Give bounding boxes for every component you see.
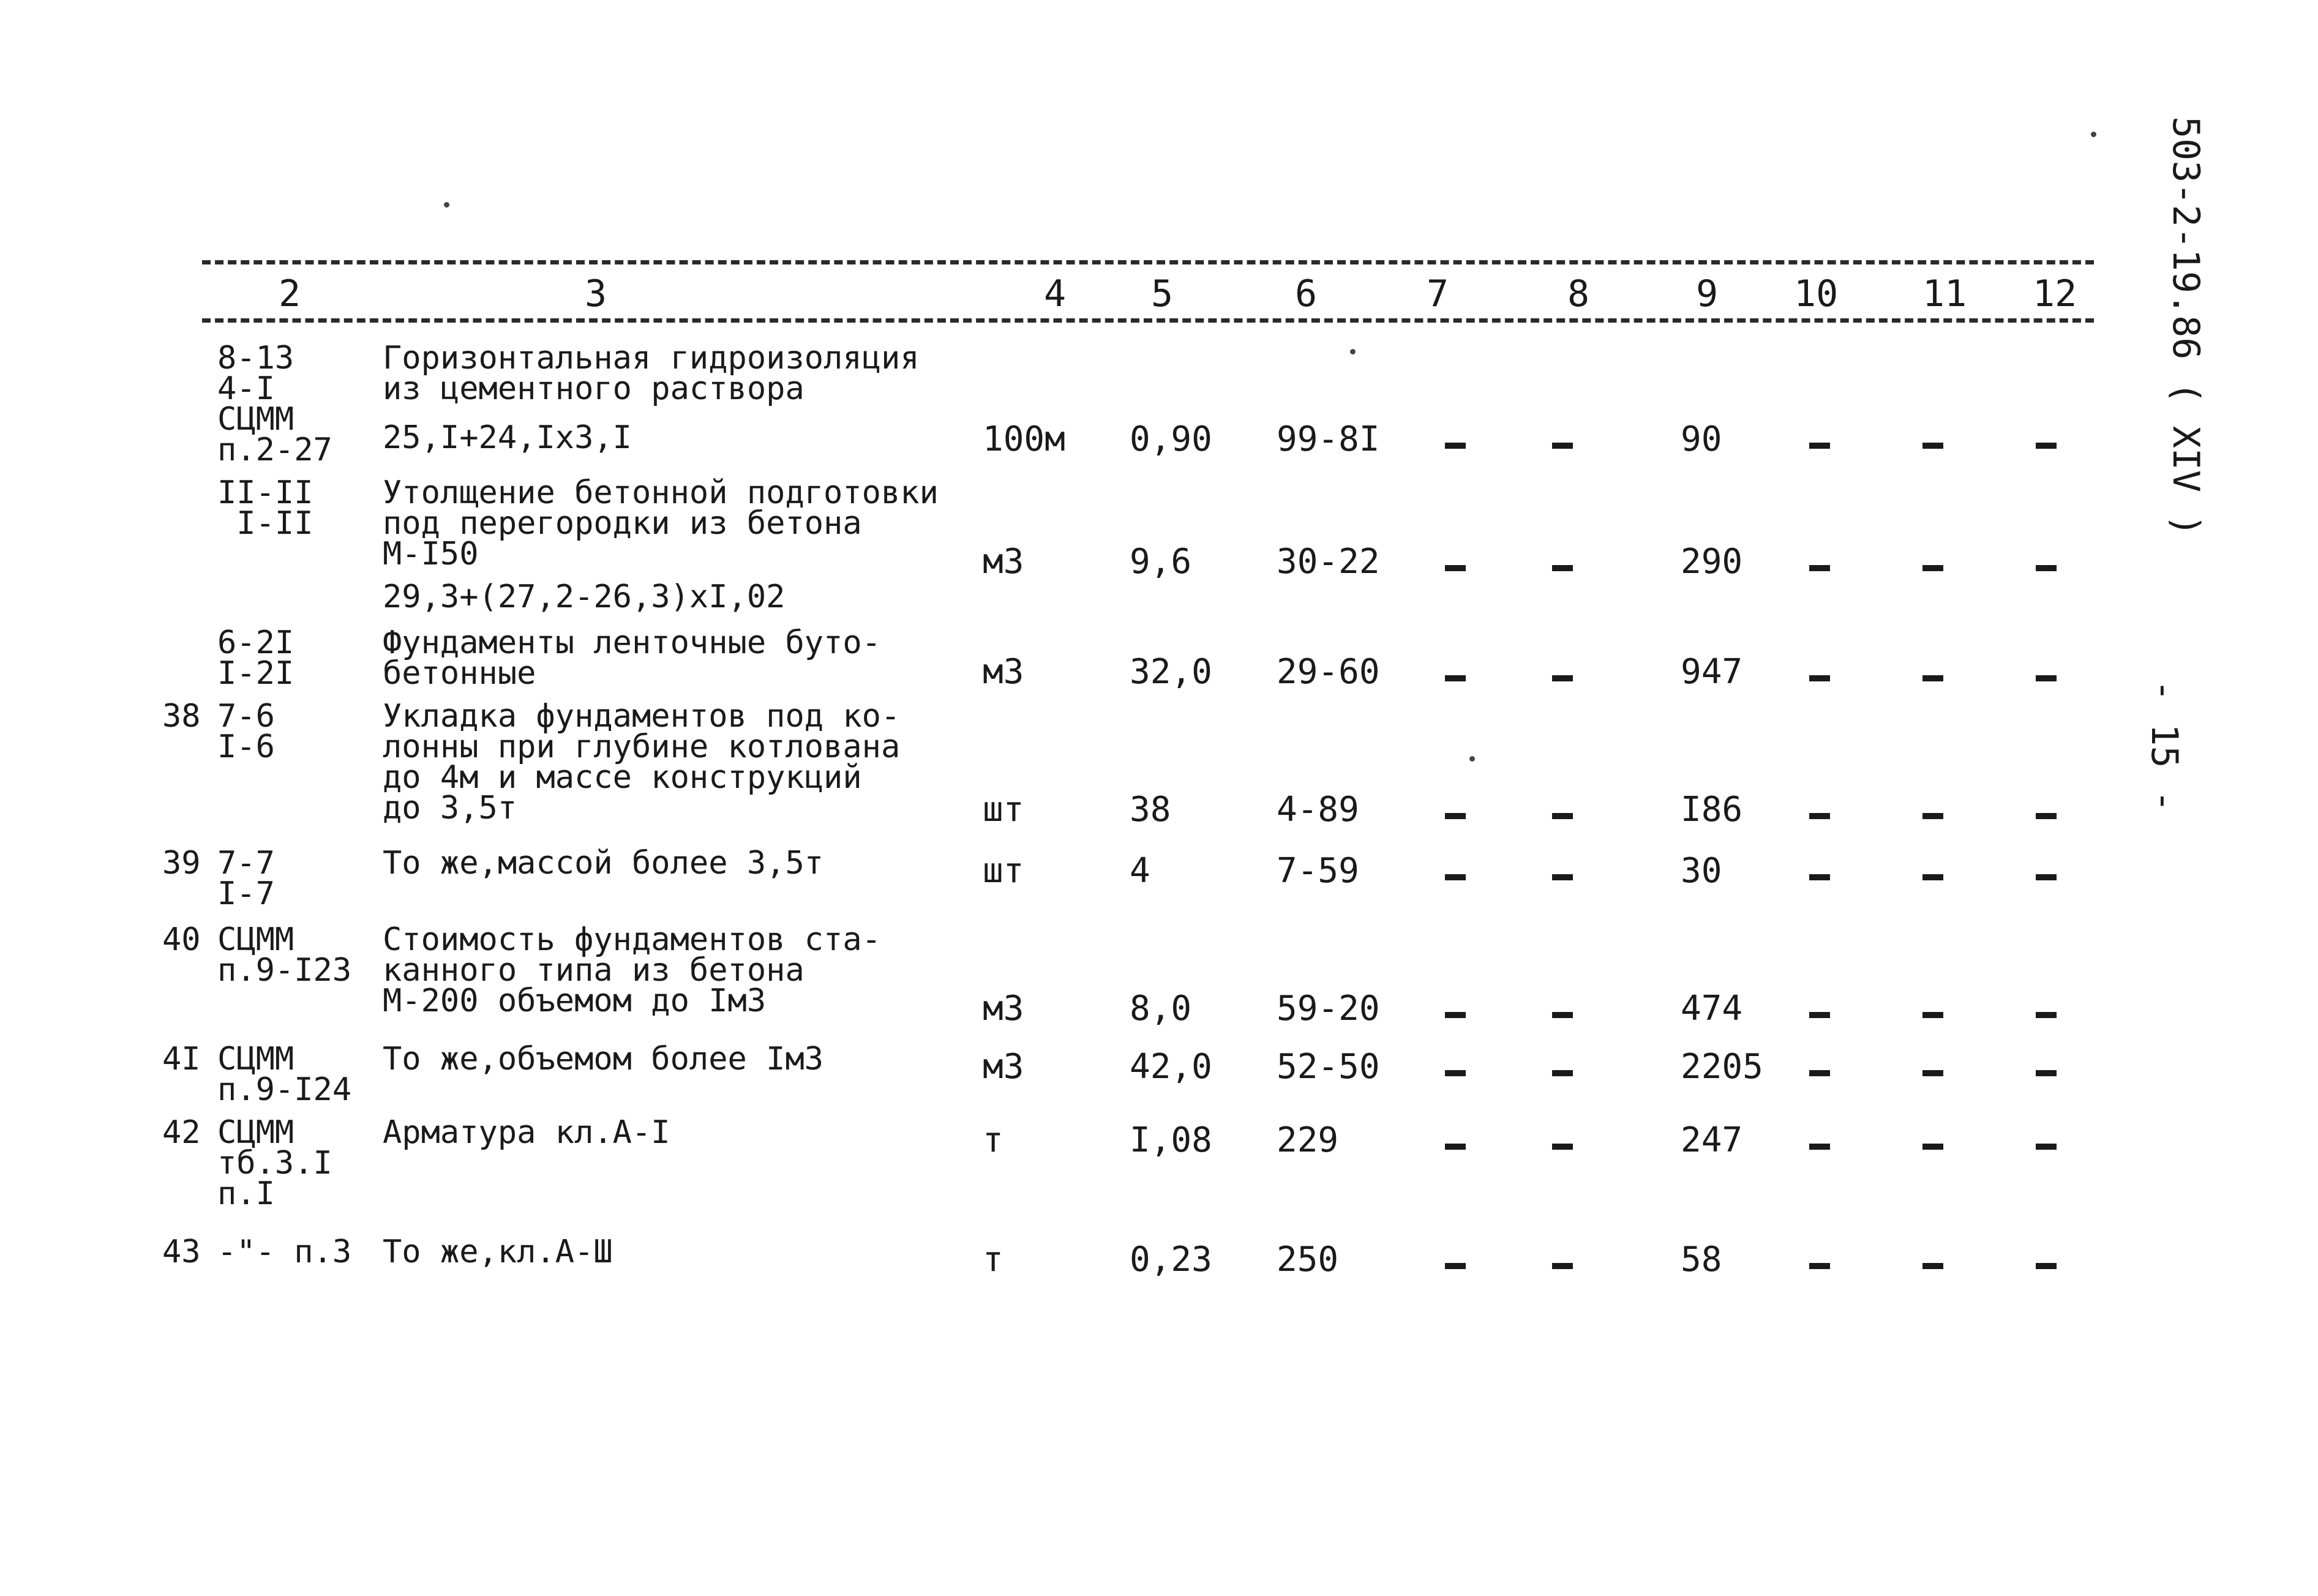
unit-price-cell: 4-89 (1277, 790, 1359, 830)
empty-cell-dash (1922, 443, 1943, 449)
empty-cell-dash (1922, 1263, 1943, 1269)
work-code: 7-6 I-6 (217, 698, 275, 765)
empty-cell-dash (2036, 565, 2057, 571)
unit-price-cell: 7-59 (1277, 851, 1359, 891)
work-code: СЦММ п.9-I24 (217, 1041, 352, 1108)
total-cell: 247 (1681, 1120, 1743, 1160)
scan-speck (444, 202, 449, 208)
column-header: 4 (1044, 272, 1067, 315)
empty-cell-dash (1445, 1070, 1466, 1076)
scan-speck (1350, 349, 1356, 354)
work-description: То же,объемом более Iм3 (383, 1041, 824, 1077)
unit-cell: т (983, 1120, 1003, 1160)
empty-cell-dash (1552, 675, 1573, 681)
unit-cell: шт (983, 790, 1024, 830)
empty-cell-dash (1809, 675, 1830, 681)
quantity-cell: 0,90 (1130, 419, 1212, 459)
column-header: 11 (1922, 272, 1967, 315)
quantity-formula: 25,I+24,Ix3,I (383, 419, 632, 456)
empty-cell-dash (1445, 675, 1466, 681)
column-header: 10 (1794, 272, 1839, 315)
unit-price-cell: 52-50 (1277, 1047, 1380, 1087)
empty-cell-dash (1552, 443, 1573, 449)
page-number: - 15 - (2143, 680, 2186, 812)
row-number: 42 (162, 1114, 201, 1151)
unit-price-cell: 29-60 (1277, 652, 1380, 692)
empty-cell-dash (2036, 1070, 2057, 1076)
scan-speck (1469, 756, 1475, 762)
empty-cell-dash (1445, 813, 1466, 819)
unit-price-cell: 99-8I (1277, 419, 1380, 459)
row-number: 43 (162, 1234, 201, 1270)
top-rule (202, 260, 2094, 264)
column-header: 7 (1427, 272, 1449, 315)
work-description: Фундаменты ленточные буто- бетонные (383, 624, 881, 692)
empty-cell-dash (1445, 1144, 1466, 1150)
empty-cell-dash (1922, 565, 1943, 571)
work-description: То же,массой более 3,5т (383, 845, 824, 882)
empty-cell-dash (1809, 1012, 1830, 1018)
work-description: Утолщение бетонной подготовки под перегородки из бетона М-I50 (383, 474, 939, 572)
empty-cell-dash (1922, 1144, 1943, 1150)
empty-cell-dash (1552, 813, 1573, 819)
unit-price-cell: 250 (1277, 1240, 1339, 1279)
unit-cell: шт (983, 851, 1024, 891)
unit-price-cell: 30-22 (1277, 542, 1380, 582)
empty-cell-dash (1552, 1144, 1573, 1150)
unit-cell: т (983, 1240, 1003, 1279)
quantity-cell: 4 (1130, 851, 1150, 891)
column-header: 12 (2033, 272, 2077, 315)
column-header: 6 (1295, 272, 1318, 315)
unit-price-cell: 59-20 (1277, 989, 1380, 1028)
empty-cell-dash (1445, 1012, 1466, 1018)
empty-cell-dash (2036, 1012, 2057, 1018)
work-code: 8-13 4-I СЦММ п.2-27 (217, 340, 332, 468)
scan-speck (2091, 132, 2096, 137)
column-header: 9 (1696, 272, 1719, 315)
total-cell: 474 (1681, 989, 1743, 1028)
column-header: 2 (279, 272, 301, 315)
empty-cell-dash (2036, 675, 2057, 681)
quantity-cell: 0,23 (1130, 1240, 1212, 1279)
quantity-cell: 8,0 (1130, 989, 1192, 1028)
empty-cell-dash (1552, 565, 1573, 571)
work-code: СЦММ тб.3.I п.I (217, 1114, 332, 1212)
column-header: 8 (1567, 272, 1590, 315)
empty-cell-dash (2036, 813, 2057, 819)
empty-cell-dash (1445, 443, 1466, 449)
column-header: 3 (585, 272, 607, 315)
empty-cell-dash (1922, 675, 1943, 681)
total-cell: 290 (1681, 542, 1743, 582)
empty-cell-dash (1809, 874, 1830, 880)
empty-cell-dash (1922, 1070, 1943, 1076)
quantity-cell: 9,6 (1130, 542, 1192, 582)
header-rule (202, 318, 2094, 323)
quantity-formula: 29,3+(27,2-26,3)xI,02 (383, 579, 786, 615)
work-code: II-II I-II (217, 474, 313, 542)
work-description: То же,кл.А-Ш (383, 1234, 613, 1270)
empty-cell-dash (1809, 565, 1830, 571)
row-number: 40 (162, 921, 201, 958)
unit-cell: м3 (983, 1047, 1024, 1087)
empty-cell-dash (2036, 1263, 2057, 1269)
empty-cell-dash (1809, 1263, 1830, 1269)
empty-cell-dash (1445, 1263, 1466, 1269)
work-description: Арматура кл.А-I (383, 1114, 670, 1151)
total-cell: 90 (1681, 419, 1722, 459)
empty-cell-dash (1552, 1070, 1573, 1076)
unit-cell: м3 (983, 542, 1024, 582)
empty-cell-dash (1445, 565, 1466, 571)
quantity-cell: 42,0 (1130, 1047, 1212, 1087)
empty-cell-dash (2036, 1144, 2057, 1150)
empty-cell-dash (1922, 874, 1943, 880)
work-code: СЦММ п.9-I23 (217, 921, 352, 989)
empty-cell-dash (1809, 1144, 1830, 1150)
work-code: 6-2I I-2I (217, 624, 294, 692)
total-cell: 58 (1681, 1240, 1722, 1279)
row-number: 38 (162, 698, 201, 735)
empty-cell-dash (1552, 1012, 1573, 1018)
empty-cell-dash (1922, 813, 1943, 819)
unit-price-cell: 229 (1277, 1120, 1339, 1160)
unit-cell: 100м (983, 419, 1065, 459)
empty-cell-dash (1809, 813, 1830, 819)
work-description: Горизонтальная гидроизоляция из цементного раствора (383, 340, 920, 407)
empty-cell-dash (1809, 1070, 1830, 1076)
empty-cell-dash (2036, 874, 2057, 880)
empty-cell-dash (1809, 443, 1830, 449)
unit-cell: м3 (983, 652, 1024, 692)
work-code: -"- п.3 (217, 1234, 352, 1270)
empty-cell-dash (1922, 1012, 1943, 1018)
work-description: Укладка фундаментов под ко- лонны при глубине котлована до 4м и массе конструкций до 3,5т (383, 698, 901, 826)
unit-cell: м3 (983, 989, 1024, 1028)
column-header: 5 (1151, 272, 1174, 315)
document-code-label: 503-2-19.86 ( XIV ) (2164, 116, 2207, 537)
quantity-cell: I,08 (1130, 1120, 1212, 1160)
empty-cell-dash (1552, 874, 1573, 880)
work-description: Стоимость фундаментов ста- канного типа из бетона М-200 объемом до Iм3 (383, 921, 881, 1019)
quantity-cell: 32,0 (1130, 652, 1212, 692)
row-number: 39 (162, 845, 201, 882)
work-code: 7-7 I-7 (217, 845, 275, 912)
total-cell: I86 (1681, 790, 1743, 830)
empty-cell-dash (2036, 443, 2057, 449)
empty-cell-dash (1552, 1263, 1573, 1269)
empty-cell-dash (1445, 874, 1466, 880)
total-cell: 947 (1681, 652, 1743, 692)
quantity-cell: 38 (1130, 790, 1171, 830)
row-number: 4I (162, 1041, 201, 1077)
total-cell: 2205 (1681, 1047, 1763, 1087)
total-cell: 30 (1681, 851, 1722, 891)
